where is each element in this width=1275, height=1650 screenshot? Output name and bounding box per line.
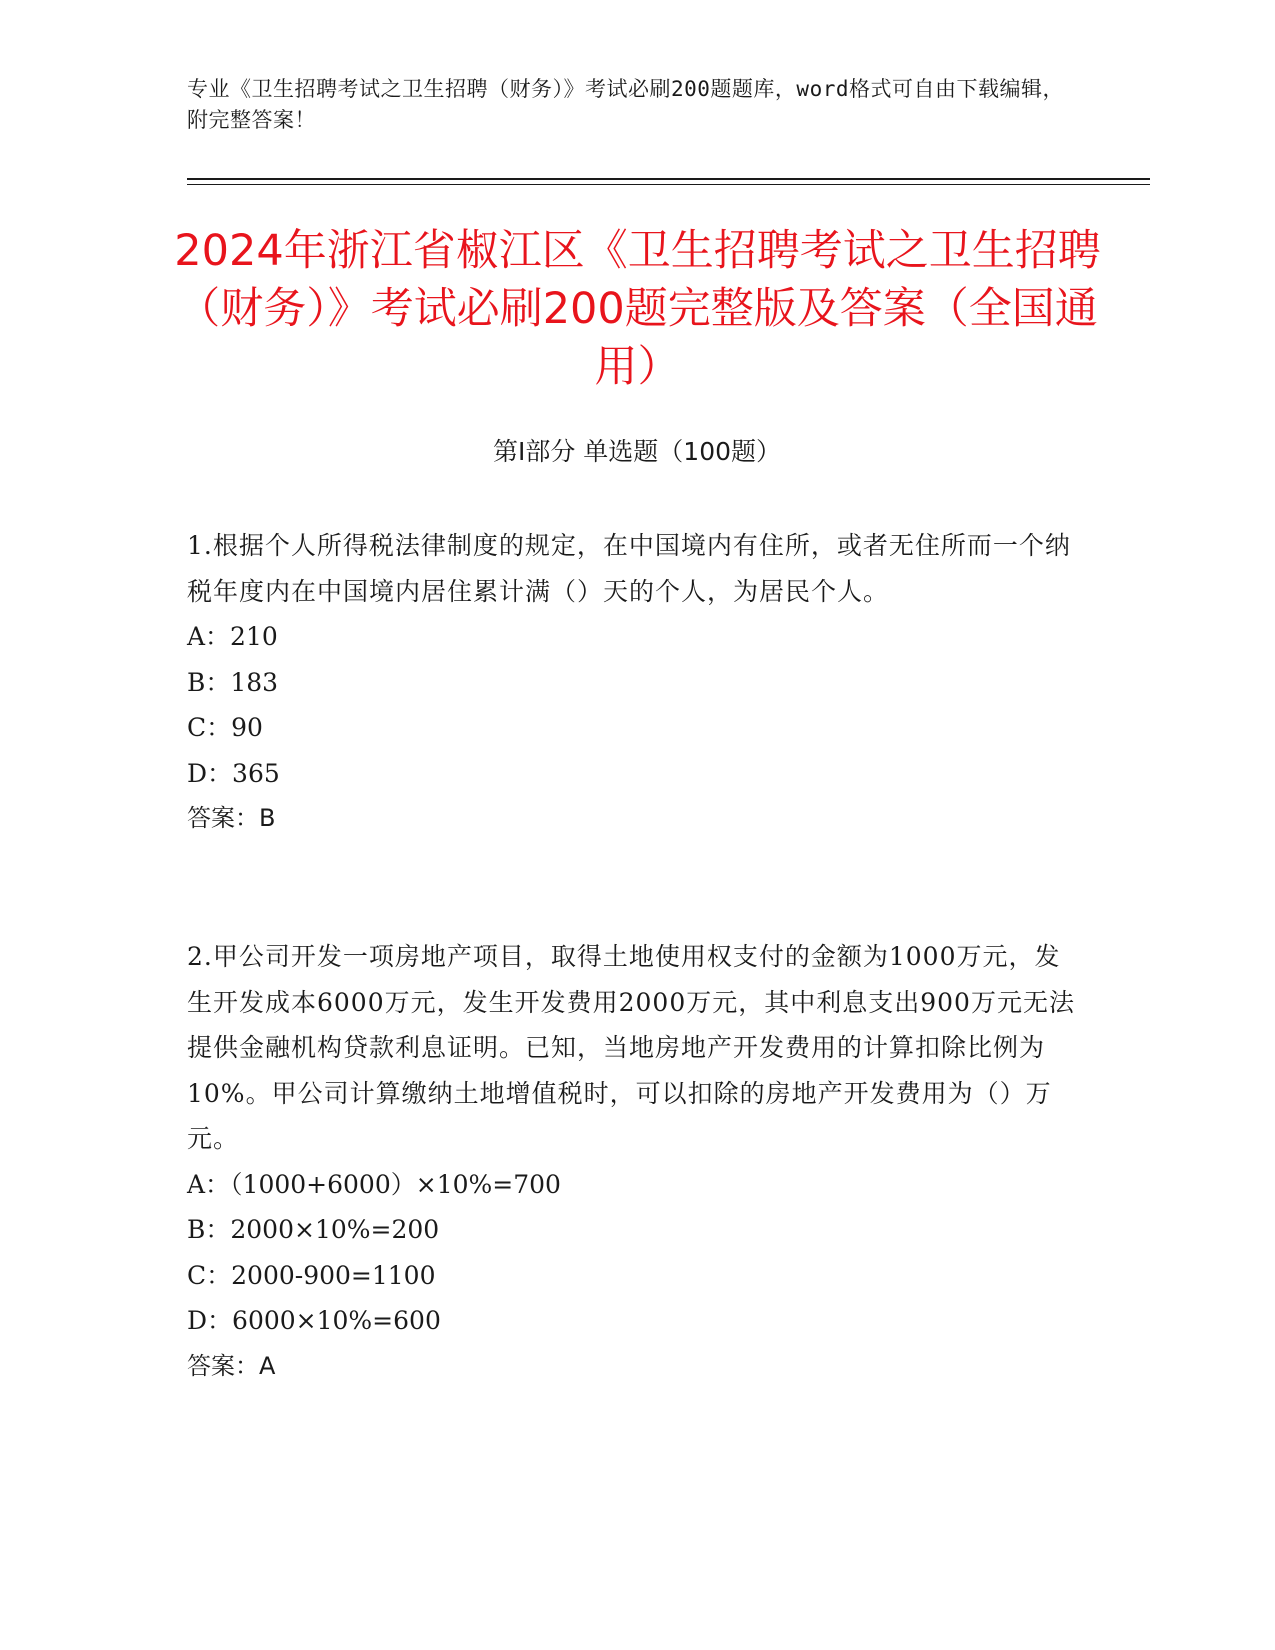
section-title: 第Ⅰ部分 单选题（100题） [492, 437, 782, 466]
option-d: D：6000×10%=600 [187, 1306, 441, 1335]
question-1 [187, 523, 1077, 842]
option-b: B：2000×10%=200 [187, 1215, 440, 1244]
header-divider-thin [187, 184, 1150, 185]
answer-line: 答案：B [187, 804, 276, 832]
header-note: 专业《卫生招聘考试之卫生招聘（财务）》考试必刷200题题库，word格式可自由下载编辑，附完整答案！ [187, 77, 1064, 132]
question-2 [187, 934, 1077, 1389]
question-stem: 2.甲公司开发一项房地产项目，取得土地使用权支付的金额为1000万元，发生开发成本6000万元，发生开发费用2000万元，其中利息支出900万元无法提供金融机构贷款利息证明。已知，当地房地产开发费用的计算扣除比例为10%。甲公司计算缴纳土地增值税时，可以扣除的房地产开发费用为（）万元。 [187, 942, 1075, 1153]
option-a: A：210 [187, 622, 278, 651]
answer-line: 答案：A [187, 1351, 276, 1380]
document-title: 2024年浙江省椒江区《卫生招聘考试之卫生招聘（财务）》考试必刷200题完整版及答案（全国通用） [174, 226, 1101, 392]
option-d: D：365 [187, 758, 280, 788]
option-c: C：90 [187, 713, 263, 742]
header-divider-thick [187, 178, 1150, 180]
option-c: C：2000-900=1100 [187, 1260, 436, 1290]
option-b: B：183 [187, 667, 279, 697]
question-stem: 1.根据个人所得税法律制度的规定，在中国境内有住所，或者无住所而一个纳税年度内在中国境内居住累计满（）天的个人，为居民个人。 [187, 531, 1071, 606]
option-a: A：（1000+6000）×10%=700 [187, 1169, 561, 1199]
